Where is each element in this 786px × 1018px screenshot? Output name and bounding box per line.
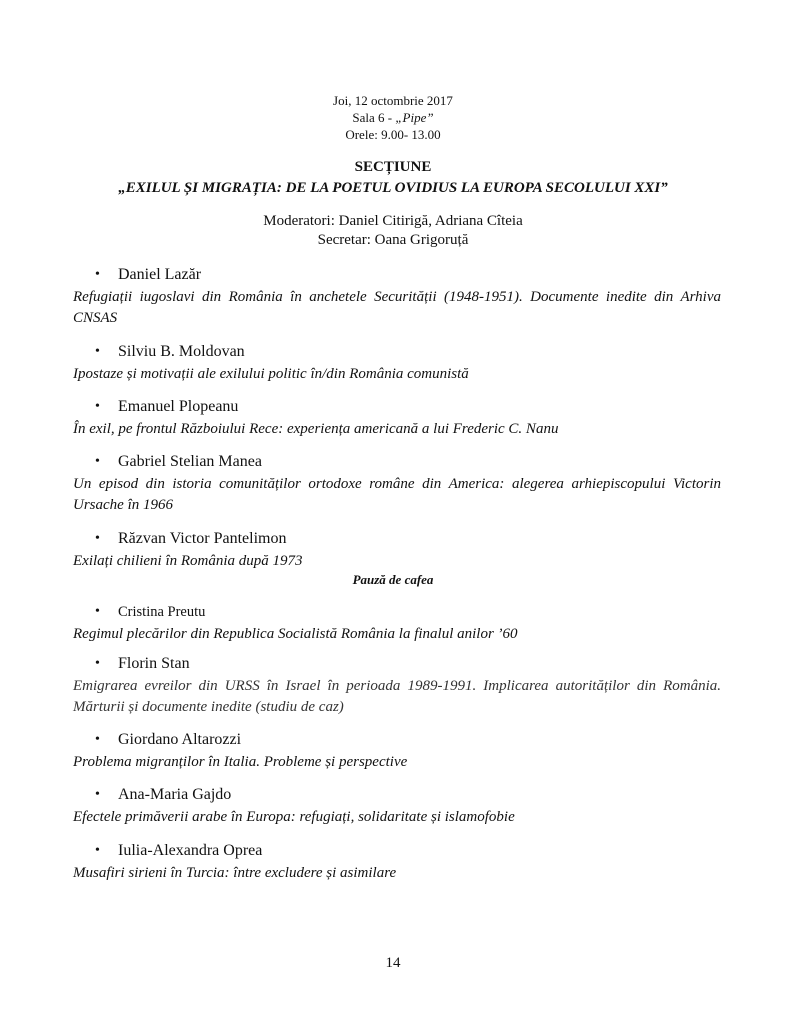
speaker-name: Daniel Lazăr [118, 266, 202, 283]
talk-title: Ipostaze și motivații ale exilului politic în/din România comunistă [73, 366, 469, 382]
bullet-icon: • [95, 843, 100, 858]
bullet-icon: • [95, 531, 100, 546]
speaker-name: Cristina Preutu [118, 604, 206, 620]
speaker-name: Giordano Altarozzi [118, 731, 242, 748]
talk-title: Emigrarea evreilor din URSS în Israel în perioada 1989-1991. Implicarea autorităților din România. Mărturii și documente inedite (studiu de caz) [73, 678, 721, 715]
program-entry [73, 396, 721, 440]
session-hours: Orele: 9.00- 13.00 [345, 127, 441, 142]
speaker-name: Gabriel Stelian Manea [118, 453, 262, 470]
bullet-icon: • [95, 454, 100, 469]
section-moderators-block [0, 212, 786, 250]
secretary-line: Secretar: Oana Grigoruță [317, 232, 469, 248]
speaker-line [73, 264, 721, 286]
speaker-line [73, 840, 721, 862]
bullet-icon: • [95, 656, 100, 671]
talk-title: Un episod din istoria comunităților ortodoxe române din America: alegerea arhiepiscopului Victorin Ursache în 1966 [73, 476, 721, 513]
page-number: 14 [385, 955, 401, 971]
speaker-line [73, 601, 721, 623]
program-entry [73, 653, 721, 718]
speaker-name: Iulia-Alexandra Oprea [118, 842, 263, 859]
program-entry [73, 264, 721, 329]
section-label: SECȚIUNE [354, 159, 432, 175]
program-entry [73, 840, 721, 884]
talk-title: Problema migranților în Italia. Probleme și perspective [73, 754, 408, 770]
talk-title: Refugiații iugoslavi din România în anchetele Securității (1948-1951). Documente inedite din Arhiva CNSAS [73, 289, 721, 326]
session-date: Joi, 12 octombrie 2017 [333, 93, 453, 108]
speaker-name: Florin Stan [118, 655, 190, 672]
program-entry [73, 601, 721, 645]
speaker-line [73, 528, 721, 550]
speaker-line [73, 784, 721, 806]
moderators-line: Moderatori: Daniel Citirigă, Adriana Cîteia [263, 213, 523, 229]
speaker-name: Răzvan Victor Pantelimon [118, 530, 287, 547]
talk-title: Exilați chilieni în România după 1973 [73, 553, 303, 569]
speaker-name: Emanuel Plopeanu [118, 398, 239, 415]
bullet-icon: • [95, 604, 100, 619]
program-entry [73, 528, 721, 572]
speaker-line [73, 451, 721, 473]
section-title: „EXILUL ȘI MIGRAȚIA: DE LA POETUL OVIDIUS LA EUROPA SECOLULUI XXI” [118, 180, 668, 196]
speaker-line [73, 653, 721, 675]
coffee-break-label: Pauză de cafea [352, 572, 434, 587]
speaker-name: Silviu B. Moldovan [118, 343, 245, 360]
program-entry [73, 451, 721, 516]
speaker-line [73, 341, 721, 363]
bullet-icon: • [95, 732, 100, 747]
speaker-name: Ana-Maria Gajdo [118, 786, 232, 803]
talk-title: Regimul plecărilor din Republica Socialistă România la finalul anilor ’60 [73, 626, 518, 642]
bullet-icon: • [95, 787, 100, 802]
session-room [0, 109, 786, 126]
session-header [0, 92, 786, 143]
talk-title: Efectele primăverii arabe în Europa: refugiați, solidaritate și islamofobie [73, 809, 515, 825]
program-entry [73, 729, 721, 773]
bullet-icon: • [95, 399, 100, 414]
talk-title: În exil, pe frontul Războiului Rece: experiența americană a lui Frederic C. Nanu [73, 421, 559, 437]
speaker-line [73, 396, 721, 418]
session-room-prefix: Sala 6 - [352, 110, 396, 125]
program-entry [73, 341, 721, 385]
bullet-icon: • [95, 267, 100, 282]
program-entry [73, 784, 721, 828]
session-room-name: „Pipe” [395, 110, 434, 125]
bullet-icon: • [95, 344, 100, 359]
talk-title: Musafiri sirieni în Turcia: între excludere și asimilare [73, 865, 397, 881]
speaker-line [73, 729, 721, 751]
